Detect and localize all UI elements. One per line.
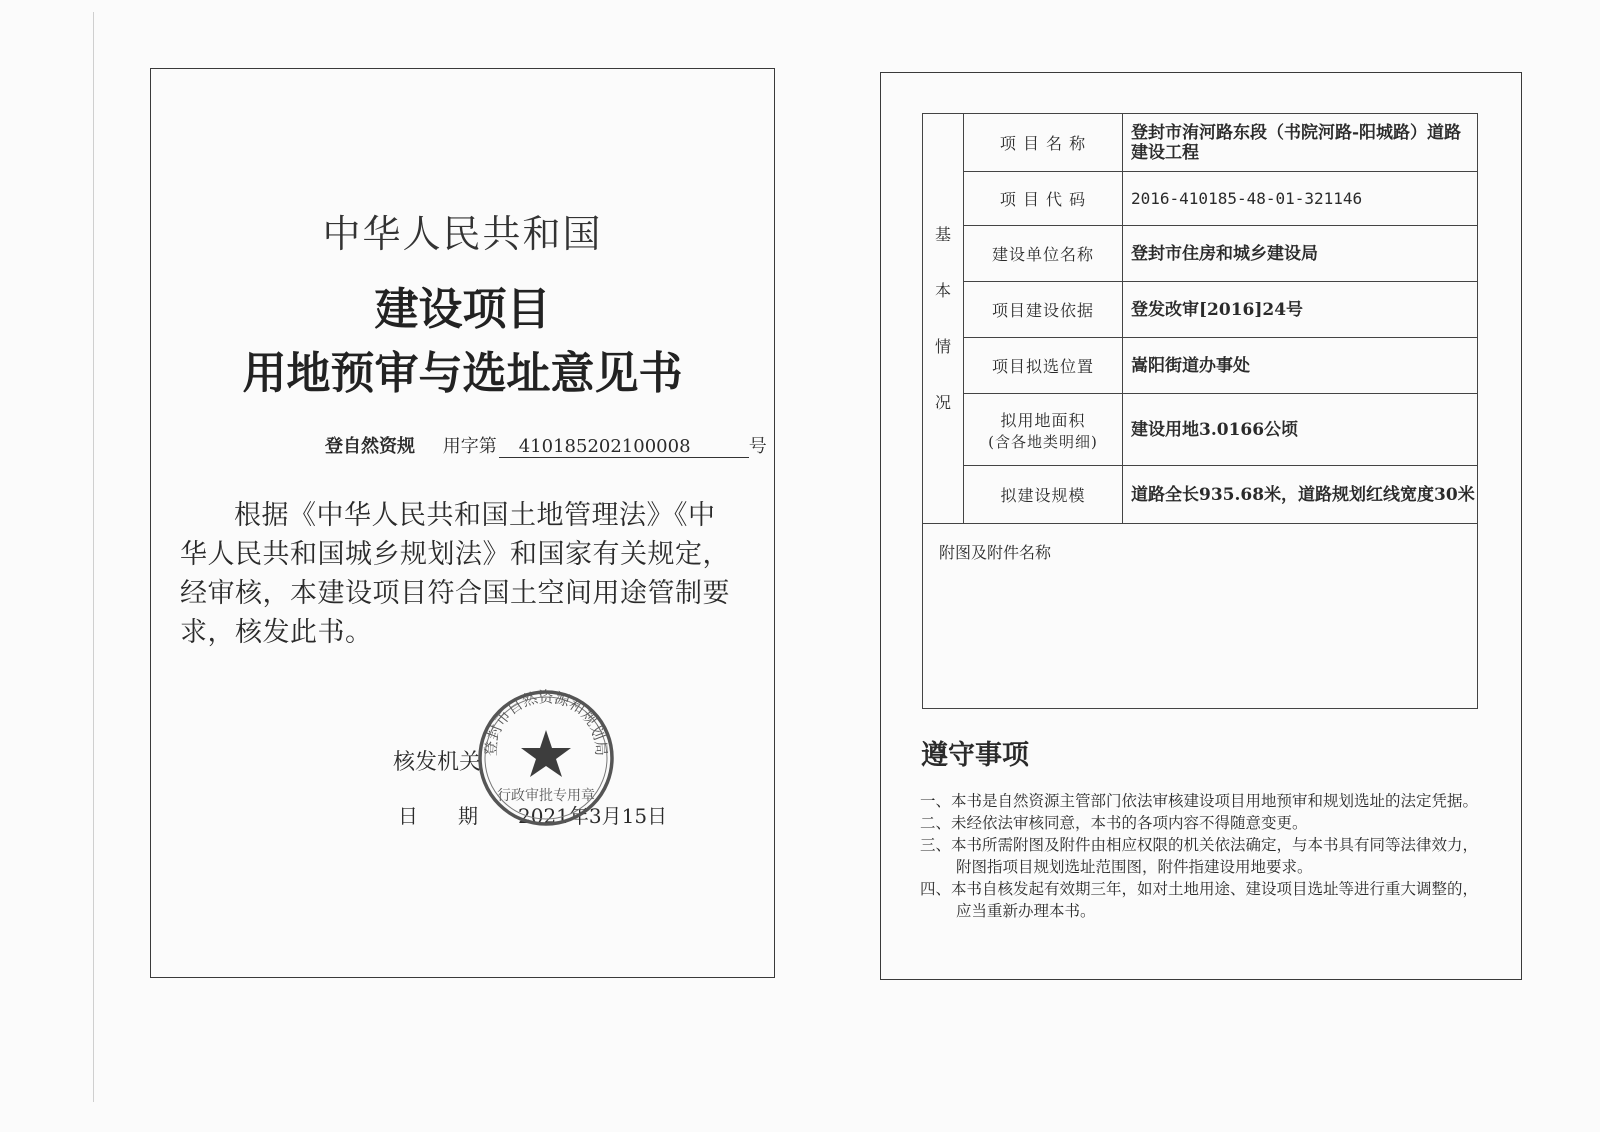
body-paragraph: 根据《中华人民共和国土地管理法》《中华人民共和国城乡规划法》和国家有关规定，经审核，本建设项目符合国土空间用途管制要求，核发此书。 bbox=[180, 500, 730, 648]
row-value: 2016-410185-48-01-321146 bbox=[1123, 172, 1478, 226]
rules-title: 遵守事项 bbox=[921, 740, 1029, 771]
basic-info-side-label bbox=[923, 114, 964, 524]
title-line-2: 用地预审与选址意见书 bbox=[242, 348, 683, 399]
info-row bbox=[923, 114, 1478, 172]
row-label-sub: (含各地类明细) bbox=[988, 432, 1098, 451]
left-page bbox=[150, 68, 775, 978]
row-value: 登封市住房和城乡建设局 bbox=[1123, 226, 1478, 282]
row-label-text: 拟用地面积 bbox=[1000, 410, 1086, 430]
seal-bottom-text: 行政审批专用章 bbox=[497, 788, 595, 804]
row-label-text: 拟建设规模 bbox=[1000, 486, 1086, 505]
document-number bbox=[325, 432, 767, 458]
row-label bbox=[964, 394, 1123, 466]
info-row bbox=[923, 466, 1478, 524]
basic-info-table bbox=[922, 113, 1478, 709]
side-char: 况 bbox=[934, 392, 951, 412]
rules-list bbox=[920, 790, 1480, 922]
rule-item: 四、本书自核发起有效期三年，如对土地用途、建设项目选址等进行重大调整的，应当重新办理本书。 bbox=[920, 880, 1479, 920]
date-label: 日 期 bbox=[398, 804, 478, 828]
country-name: 中华人民共和国 bbox=[322, 212, 603, 256]
row-label bbox=[964, 282, 1123, 338]
row-label-text: 项目建设依据 bbox=[991, 301, 1094, 320]
row-value: 嵩阳街道办事处 bbox=[1123, 338, 1478, 394]
row-label-text: 项 目 名 称 bbox=[999, 134, 1087, 153]
info-row bbox=[923, 338, 1478, 394]
title-line-1: 建设项目 bbox=[374, 284, 551, 335]
row-label bbox=[964, 226, 1123, 282]
row-value: 道路全长935.68米，道路规划红线宽度30米 bbox=[1123, 466, 1478, 524]
rule-item: 一、本书是自然资源主管部门依法审核建设项目用地预审和规划选址的法定凭据。 bbox=[920, 792, 1479, 810]
side-char: 基 bbox=[934, 224, 951, 244]
info-row bbox=[923, 394, 1478, 466]
document-title bbox=[150, 278, 775, 406]
doc-middle: 用字第 bbox=[442, 436, 497, 457]
row-label-text: 建设单位名称 bbox=[991, 245, 1094, 264]
rule-item: 三、本书所需附图及附件由相应权限的机关依法确定，与本书具有同等法律效力，附图指项目规划选址范围图，附件指建设用地要求。 bbox=[920, 836, 1479, 876]
rule-item: 二、未经依法审核同意，本书的各项内容不得随意变更。 bbox=[920, 814, 1308, 832]
info-row bbox=[923, 282, 1478, 338]
row-label bbox=[964, 338, 1123, 394]
doc-prefix: 登自然资规 bbox=[325, 436, 415, 457]
issuer-label: 核发机关 bbox=[393, 750, 482, 775]
row-value: 建设用地3.0166公顷 bbox=[1123, 394, 1478, 466]
seal-star-icon bbox=[521, 730, 571, 777]
doc-suffix: 号 bbox=[748, 436, 767, 457]
date-value: 2021年3月15日 bbox=[518, 804, 668, 828]
row-label bbox=[964, 466, 1123, 524]
doc-number-value: 410185202100008 bbox=[499, 436, 749, 458]
side-char: 本 bbox=[934, 280, 951, 300]
row-label-text: 项目拟选位置 bbox=[991, 357, 1094, 376]
scan-edge-line bbox=[93, 12, 94, 1102]
row-value: 登发改审[2016]24号 bbox=[1123, 282, 1478, 338]
official-seal-icon bbox=[476, 688, 616, 828]
side-char: 情 bbox=[934, 336, 951, 356]
row-label bbox=[964, 114, 1123, 172]
seal-top-text: 登封市自然资源和规划局 bbox=[481, 688, 611, 757]
info-row bbox=[923, 226, 1478, 282]
info-row bbox=[923, 172, 1478, 226]
attachment-row bbox=[923, 524, 1478, 709]
attachment-label: 附图及附件名称 bbox=[923, 524, 1478, 709]
row-label-text: 项 目 代 码 bbox=[999, 190, 1087, 209]
row-value: 登封市洧河路东段（书院河路-阳城路）道路建设工程 bbox=[1123, 114, 1478, 172]
row-label bbox=[964, 172, 1123, 226]
